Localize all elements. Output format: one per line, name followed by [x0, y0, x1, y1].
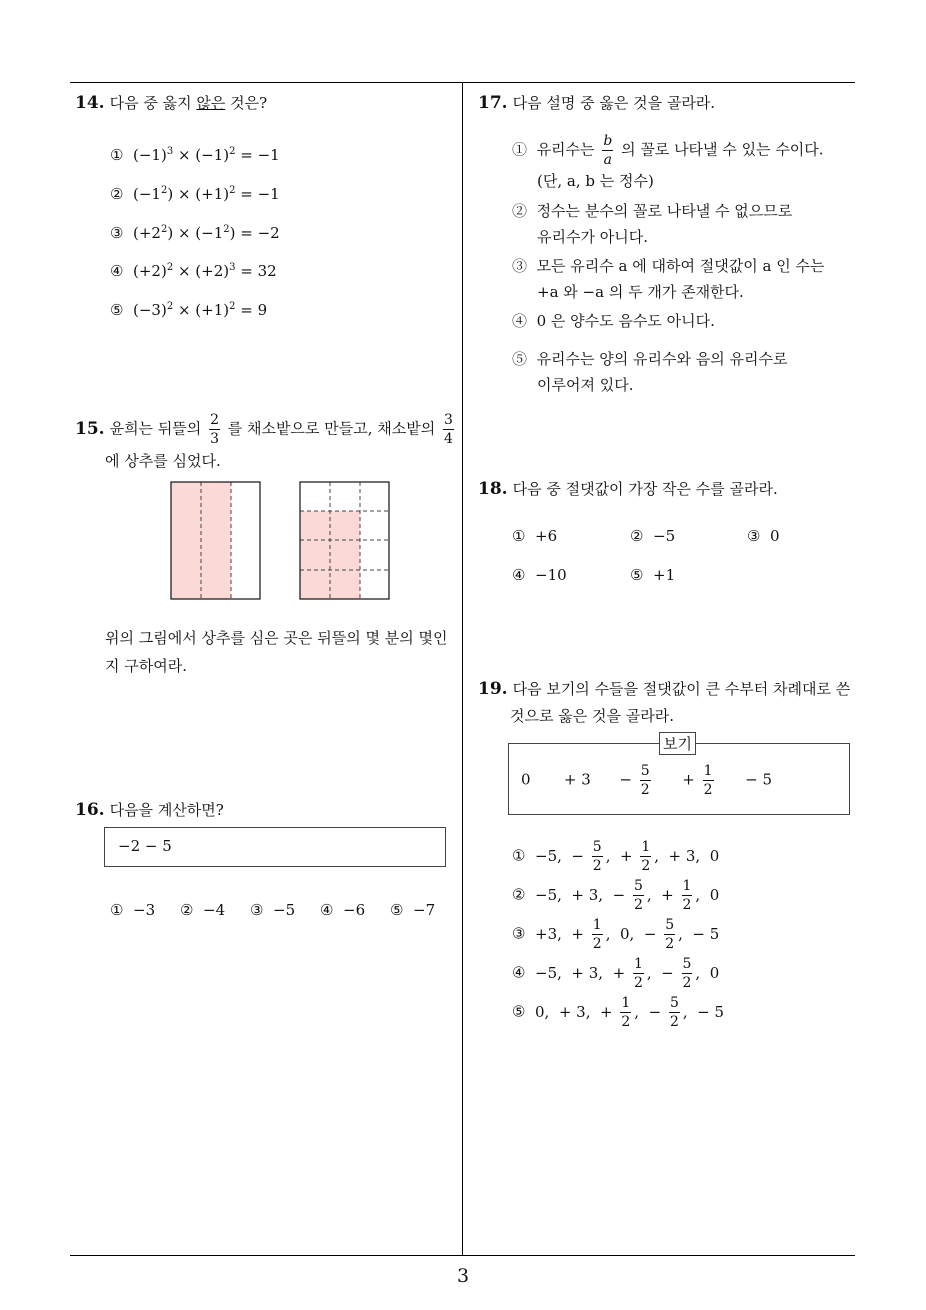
option-mark: ①	[110, 146, 124, 164]
q17-option-1[interactable]: ① 유리수는 $\frac{b}{a}$ 의 꼴로 나타낼 수 있는 수이다.	[512, 133, 824, 168]
column-divider	[462, 82, 463, 1256]
q14-option-4[interactable]	[110, 262, 277, 280]
q16-option-2[interactable]: ② −4	[180, 901, 226, 919]
q14-heading	[75, 92, 267, 113]
q19-option-1[interactable]: ① −5, − $\frac{5}{2}$ , + $\frac{1}{2}$ , + 3, 0	[512, 839, 720, 874]
q18-option-4[interactable]: ④ −10	[512, 566, 567, 584]
q18-option-2[interactable]: ② −5	[630, 527, 676, 545]
q17-option-3[interactable]: ③ 모든 유리수 a 에 대하여 절댓값이 a 인 수는	[512, 257, 825, 275]
q19-option-5[interactable]: ⑤ 0, + 3, + $\frac{1}{2}$ , − $\frac{5}{2}$ , − 5	[512, 995, 725, 1030]
bottom-rule	[70, 1255, 855, 1256]
q19-bogi-numbers: 0 + 3 − $\frac{5}{2}$ + $\frac{1}{2}$ − 5	[521, 763, 773, 798]
q19-bogi-label: 보기	[659, 732, 696, 755]
q16-option-1[interactable]: ① −3	[110, 901, 156, 919]
option-expr: $(-1^2) \times (+1)^2 = -1$	[133, 185, 280, 203]
q16-number: 16.	[75, 800, 105, 820]
q18-option-5[interactable]: ⑤ +1	[630, 566, 676, 584]
q14-option-3[interactable]	[110, 224, 280, 242]
option-mark: ④	[110, 262, 124, 280]
q19-option-4[interactable]: ④ −5, + 3, + $\frac{1}{2}$ , − $\frac{5}{2}$ , 0	[512, 956, 720, 991]
q15-question-line-2: 지 구하여라.	[105, 657, 187, 675]
q18-number: 18.	[478, 479, 508, 499]
q14-option-2[interactable]	[110, 185, 280, 203]
q17-option-2[interactable]: ② 정수는 분수의 꼴로 나타낼 수 없으므로	[512, 202, 793, 220]
q16-option-4[interactable]: ④ −6	[320, 901, 366, 919]
backyard-figure-1	[168, 480, 264, 602]
q19-text-1: 다음 보기의 수들을 절댓값이 큰 수부터 차례대로 쓴	[512, 680, 851, 698]
option-expr: $(+2^2) \times (-1^2) = -2$	[133, 224, 280, 242]
q16-text: 다음을 계산하면?	[109, 801, 224, 819]
q14-text-prefix: 다음 중 옳지	[109, 94, 197, 112]
q16-heading	[75, 799, 224, 820]
q14-option-5[interactable]	[110, 301, 267, 319]
q17-option-1-note: (단, a, b 는 정수)	[537, 172, 654, 190]
q15-text-3: 에 상추를 심었다.	[105, 452, 221, 470]
option-mark: ③	[110, 224, 124, 242]
q17-option-5-line-2: 이루어져 있다.	[537, 376, 634, 394]
option-mark: ⑤	[110, 301, 124, 319]
q16-expression-box	[104, 827, 446, 867]
q19-number: 19.	[478, 679, 508, 699]
q19-heading	[478, 678, 850, 699]
q15-fraction-2: $\frac{3}{4}$	[444, 412, 453, 447]
q17-number: 17.	[478, 93, 508, 113]
q15-fraction-1: $\frac{2}{3}$	[210, 412, 219, 447]
q17-heading	[478, 92, 715, 113]
q15-text-1: 윤희는 뒤뜰의	[109, 419, 202, 438]
q14-text-underline: 않은	[196, 94, 226, 112]
q17-text: 다음 설명 중 옳은 것을 골라라.	[512, 94, 716, 112]
q17-option-5[interactable]: ⑤ 유리수는 양의 유리수와 음의 유리수로	[512, 350, 788, 368]
q16-option-5[interactable]: ⑤ −7	[390, 901, 436, 919]
q17-option-2-line-2: 유리수가 아니다.	[537, 228, 648, 246]
q15-number: 15.	[75, 418, 105, 439]
q17-option-4[interactable]: ④ 0 은 양수도 음수도 아니다.	[512, 312, 715, 330]
q18-option-1[interactable]: ① +6	[512, 527, 558, 545]
q15-heading	[75, 413, 457, 446]
q19-text-2: 것으로 옳은 것을 골라라.	[510, 707, 674, 725]
q15-question-line-1: 위의 그림에서 상추를 심은 곳은 뒤뜰의 몇 분의 몇인	[105, 629, 448, 647]
q17-fraction: $\frac{b}{a}$	[603, 133, 613, 168]
option-expr: $(-3)^2 \times (+1)^2 = 9$	[133, 301, 268, 319]
q15-text-2: 를 채소밭으로 만들고, 채소밭의	[227, 419, 436, 438]
option-expr: $(+2)^2 \times (+2)^3 = 32$	[133, 262, 277, 280]
q19-option-3[interactable]: ③ +3, + $\frac{1}{2}$ , 0, − $\frac{5}{2}$ , − 5	[512, 917, 720, 952]
q18-option-3[interactable]: ③ 0	[747, 527, 780, 545]
q16-option-3[interactable]: ③ −5	[250, 901, 296, 919]
option-expr: $(-1)^3 \times (-1)^2 = -1$	[133, 146, 280, 164]
q16-expression: −2 − 5	[118, 837, 172, 855]
option-mark: ②	[110, 185, 124, 203]
q18-heading	[478, 478, 778, 499]
q14-text-suffix: 것은?	[225, 94, 268, 112]
backyard-figure-2	[297, 480, 393, 602]
q19-option-2[interactable]: ② −5, + 3, − $\frac{5}{2}$ , + $\frac{1}{2}$ , 0	[512, 878, 720, 913]
q14-option-1[interactable]	[110, 146, 280, 164]
q17-option-3-line-2: +a 와 −a 의 두 개가 존재한다.	[537, 283, 744, 301]
q18-text: 다음 중 절댓값이 가장 작은 수를 골라라.	[512, 480, 778, 498]
q14-number: 14.	[75, 93, 105, 113]
page-number: 3	[456, 1265, 470, 1287]
